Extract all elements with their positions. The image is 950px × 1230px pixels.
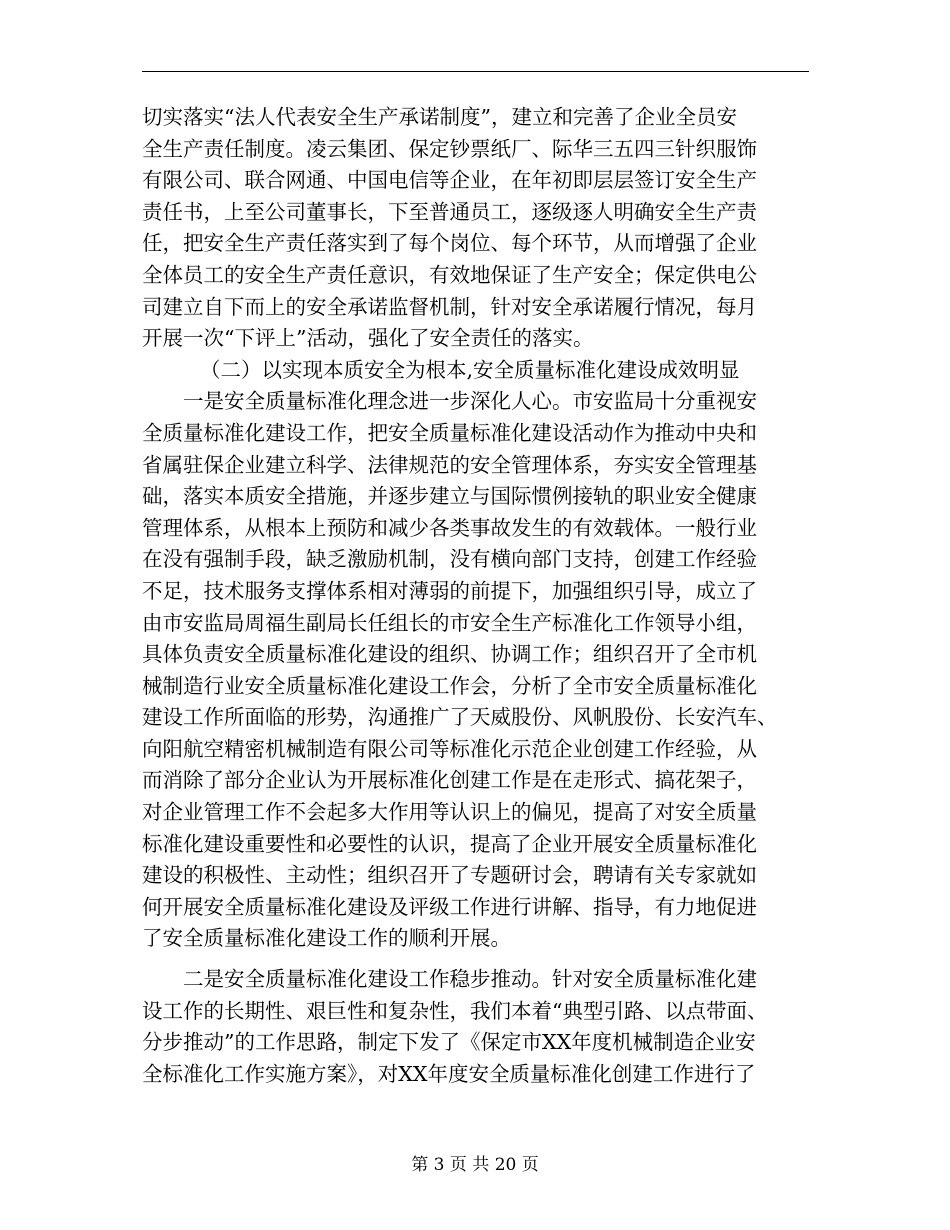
paragraph-gap <box>142 955 810 964</box>
paragraph-2 <box>142 964 810 1090</box>
text-line: 全质量标准化建设工作，把安全质量标准化建设活动作为推动中央和 <box>142 420 757 445</box>
header-rule <box>142 71 809 72</box>
text-line: 分步推动”的工作思路，制定下发了《保定市XX年度机械制造企业安 <box>142 1030 756 1055</box>
page-number-footer: 第 3 页 共 20 页 <box>411 1155 539 1175</box>
text-line: 全标准化工作实施方案》，对XX年度安全质量标准化创建工作进行了 <box>142 1061 756 1086</box>
text-line: 二是安全质量标准化建设工作稳步推动。针对安全质量标准化建 <box>183 967 757 992</box>
paragraph-1 <box>142 386 810 955</box>
text-line: 础，落实本质安全措施，并逐步建立与国际惯例接轨的职业安全健康 <box>142 484 757 509</box>
text-line: 标准化建设重要性和必要性的认识，提高了企业开展安全质量标准化 <box>142 831 757 856</box>
text-line: 建设工作所面临的形势，沟通推广了天威股份、风帆股份、长安汽车、 <box>142 705 778 730</box>
text-line: 械制造行业安全质量标准化建设工作会，分析了全市安全质量标准化 <box>142 673 757 698</box>
text-line: 建设的积极性、主动性；组织召开了专题研讨会，聘请有关专家就如 <box>142 863 757 888</box>
text-line: 开展一次“下评上”活动，强化了安全责任的落实。 <box>142 326 594 351</box>
intro-paragraph <box>142 102 810 355</box>
text-line: 一是安全质量标准化理念进一步深化人心。市安监局十分重视安 <box>183 389 757 414</box>
text-line: 不足，技术服务支撑体系相对薄弱的前提下，加强组织引导，成立了 <box>142 578 757 603</box>
document-body <box>142 102 810 1090</box>
text-line: 向阳航空精密机械制造有限公司等标准化示范企业创建工作经验，从 <box>142 736 757 761</box>
text-line: 设工作的长期性、艰巨性和复杂性，我们本着“典型引路、以点带面、 <box>142 998 768 1023</box>
text-line: 管理体系，从根本上预防和减少各类事故发生的有效载体。一般行业 <box>142 515 757 540</box>
text-line: 全体员工的安全生产责任意识，有效地保证了生产安全；保定供电公 <box>142 262 757 287</box>
text-line: 了安全质量标准化建设工作的顺利开展。 <box>142 926 511 951</box>
text-line: 司建立自下而上的安全承诺监督机制，针对安全承诺履行情况，每月 <box>142 294 757 319</box>
text-line: 责任书，上至公司董事长，下至普通员工，逐级逐人明确安全生产责 <box>142 199 757 224</box>
text-line: 任，把安全生产责任落实到了每个岗位、每个环节，从而增强了企业 <box>142 231 757 256</box>
text-line: 何开展安全质量标准化建设及评级工作进行讲解、指导，有力地促进 <box>142 894 757 919</box>
text-line: 对企业管理工作不会起多大作用等认识上的偏见，提高了对安全质量 <box>142 800 757 825</box>
text-line: 而消除了部分企业认为开展标准化创建工作是在走形式、搞花架子， <box>142 768 757 793</box>
section-heading: （二）以实现本质安全为根本,安全质量标准化建设成效明显 <box>200 357 740 382</box>
text-line: 省属驻保企业建立科学、法律规范的安全管理体系，夯实安全管理基 <box>142 452 757 477</box>
text-line: 有限公司、联合网通、中国电信等企业，在年初即层层签订安全生产 <box>142 168 757 193</box>
text-line: 具体负责安全质量标准化建设的组织、协调工作；组织召开了全市机 <box>142 642 757 667</box>
text-line: 全生产责任制度。凌云集团、保定钞票纸厂、际华三五四三针织服饰 <box>142 136 757 161</box>
text-line: 在没有强制手段，缺乏激励机制，没有横向部门支持，创建工作经验 <box>142 547 757 572</box>
text-line: 由市安监局周福生副局长任组长的市安全生产标准化工作领导小组， <box>142 610 757 635</box>
text-line: 切实落实“法人代表安全生产承诺制度”，建立和完善了企业全员安 <box>142 105 737 129</box>
